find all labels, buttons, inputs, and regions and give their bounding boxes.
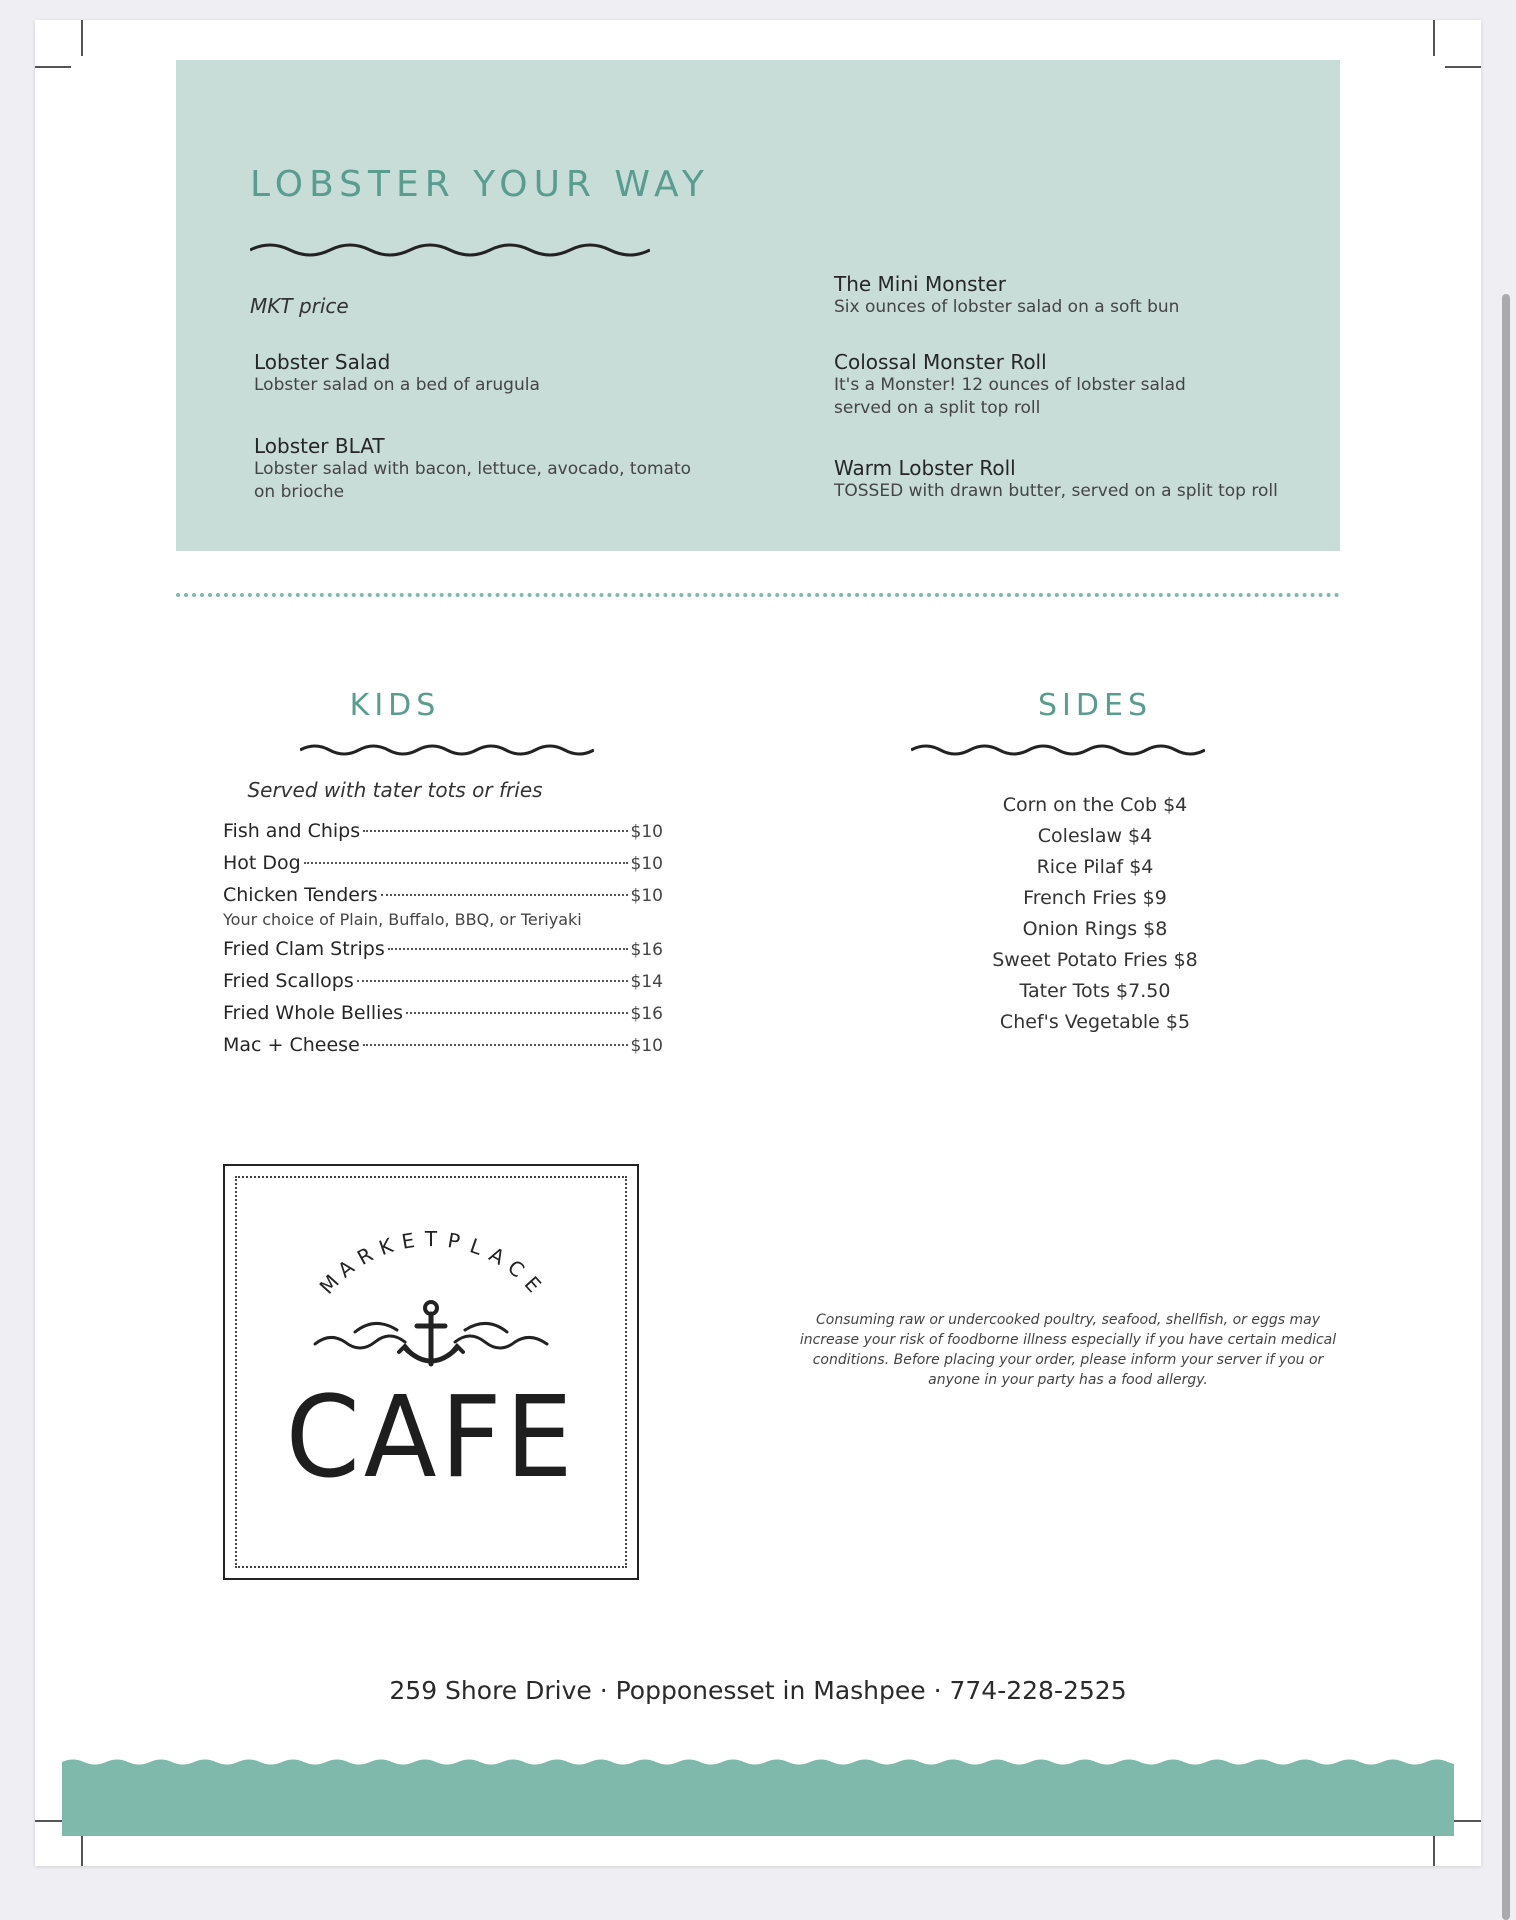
list-item [223, 1030, 663, 1062]
logo-arc-letter: C [503, 1254, 529, 1283]
dot-leader [406, 1012, 628, 1014]
logo-emblem [225, 1166, 637, 1578]
list-item: Rice Pilaf $4 [1036, 856, 1154, 878]
item-name: Warm Lobster Roll [834, 456, 1016, 480]
kids-note: Served with tater tots or fries [247, 778, 543, 802]
menu-item [834, 272, 1304, 319]
item-description: Lobster salad with bacon, lettuce, avocado, tomato on brioche [254, 459, 692, 502]
logo-arc-letter: M [314, 1269, 344, 1299]
scrollbar-thumb[interactable] [1502, 294, 1510, 1920]
list-item: Sweet Potato Fries $8 [992, 949, 1198, 971]
logo-arc-letter: A [333, 1254, 359, 1283]
item-description: Your choice of Plain, Buffalo, BBQ, or Teriyaki [223, 910, 582, 929]
item-description: Lobster salad on a bed of arugula [254, 375, 540, 395]
list-item [223, 934, 663, 966]
list-item: Chef's Vegetable $5 [999, 1011, 1191, 1033]
item-name: The Mini Monster [834, 272, 1006, 296]
anchor-icon [399, 1302, 463, 1364]
logo-arc-letter: E [399, 1228, 417, 1254]
item-name: Colossal Monster Roll [834, 350, 1047, 374]
item-description: It's a Monster! 12 ounces of lobster salad served on a split top roll [834, 375, 1186, 418]
item-name: Fried Whole Bellies [223, 1002, 404, 1024]
logo-arc-letter: K [375, 1233, 397, 1261]
list-item: Coleslaw $4 [1037, 825, 1153, 847]
lobster-title: LOBSTER YOUR WAY [250, 164, 710, 205]
dot-leader [363, 830, 627, 832]
dotted-divider [176, 593, 1340, 597]
item-name: Fried Clam Strips [223, 938, 385, 960]
sides-title: SIDES [1038, 688, 1152, 723]
item-name: Mac + Cheese [223, 1034, 360, 1056]
list-item [223, 966, 663, 998]
item-price: $14 [630, 972, 663, 992]
menu-item [254, 350, 694, 397]
crop-mark [35, 66, 71, 68]
logo-arc-letter: E [519, 1271, 546, 1298]
list-item: Tater Tots $7.50 [1019, 980, 1171, 1002]
wave-divider [911, 740, 1205, 760]
crop-mark [1433, 20, 1435, 56]
logo-arc-letter: T [424, 1227, 438, 1251]
list-item: Corn on the Cob $4 [1002, 794, 1188, 816]
kids-title: KIDS [349, 688, 441, 723]
wave-divider [250, 238, 650, 258]
crop-mark [81, 20, 83, 56]
menu-item [254, 434, 694, 504]
restaurant-address: 259 Shore Drive · Popponesset in Mashpee · 774-228-2525 [389, 1676, 1127, 1705]
item-price: $16 [630, 940, 663, 960]
item-price: $16 [630, 1004, 663, 1024]
market-price-note: MKT price [250, 294, 349, 318]
list-item [223, 816, 663, 848]
item-description: TOSSED with drawn butter, served on a split top roll [834, 481, 1278, 501]
list-item [223, 848, 663, 880]
item-name: Fish and Chips [223, 820, 361, 842]
dot-leader [388, 948, 628, 950]
item-name: Chicken Tenders [223, 884, 378, 906]
dot-leader [357, 980, 628, 982]
list-item [223, 998, 663, 1030]
kids-list [223, 816, 663, 1062]
list-item: French Fries $9 [1023, 887, 1167, 909]
menu-item [834, 456, 1324, 503]
item-price: $10 [630, 1036, 663, 1056]
dot-leader [304, 862, 628, 864]
item-name: Hot Dog [223, 852, 301, 874]
menu-item [834, 350, 1234, 420]
logo-arc-letter: P [445, 1228, 462, 1254]
item-description: Six ounces of lobster salad on a soft bun [834, 297, 1180, 317]
footer-wave-band [62, 1750, 1454, 1836]
item-name: Lobster BLAT [254, 434, 385, 458]
item-price: $10 [630, 886, 663, 906]
item-name: Lobster Salad [254, 350, 391, 374]
crop-mark [1445, 66, 1481, 68]
logo-arc-letter: R [353, 1242, 377, 1270]
dot-leader [363, 1044, 628, 1046]
logo-wordmark: CAFE [285, 1373, 577, 1503]
item-price: $10 [630, 822, 663, 842]
item-name: Fried Scallops [223, 970, 354, 992]
dot-leader [381, 894, 628, 896]
item-price: $10 [630, 854, 663, 874]
wave-divider [300, 740, 594, 760]
allergy-disclaimer: Consuming raw or undercooked poultry, seafood, shellfish, or eggs may increase your risk of foodborne illness especially if you have certain medical conditions. Before placing your order, please inform your server if you or anyone in your party has a food allergy. [799, 1312, 1337, 1388]
menu-page [35, 20, 1481, 1866]
cafe-logo [223, 1164, 639, 1580]
list-item: Onion Rings $8 [1022, 918, 1168, 940]
lobster-section [176, 60, 1340, 551]
logo-arc-letter: L [466, 1233, 486, 1260]
sides-list [905, 790, 1285, 1038]
logo-arc-letter: A [485, 1242, 509, 1270]
